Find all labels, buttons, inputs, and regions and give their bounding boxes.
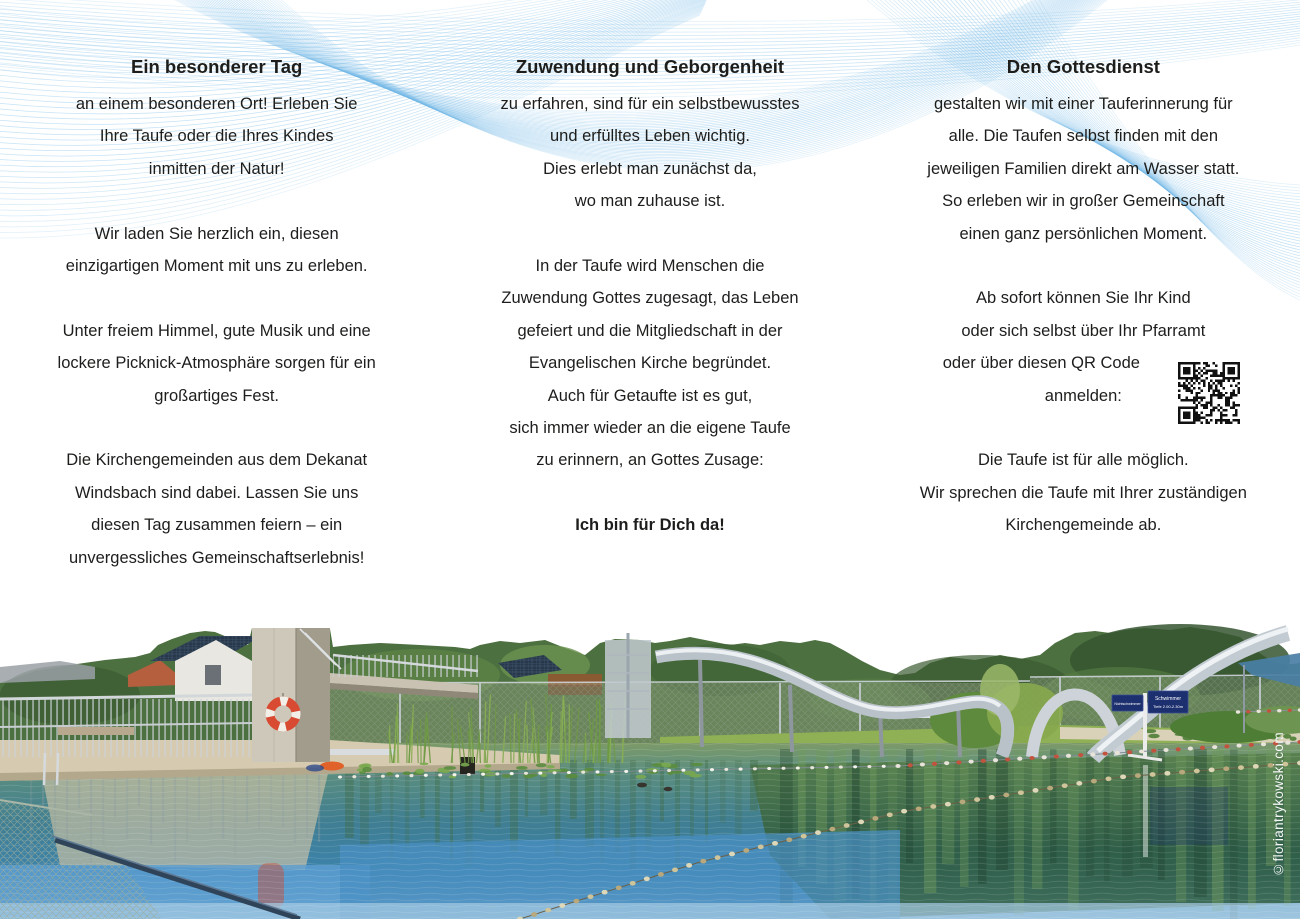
text-line: lockere Picknick-Atmosphäre sorgen für ein <box>57 354 376 373</box>
text-line <box>0 185 433 217</box>
text-line: Zuwendung Gottes zugesagt, das Leben <box>501 289 799 308</box>
panel-gottesdienst <box>867 52 1300 574</box>
text-line: So erleben wir in großer Gemeinschaft <box>942 192 1225 211</box>
qr-code-image <box>1178 362 1240 424</box>
text-line: Kirchengemeinde ab. <box>1005 516 1162 535</box>
text-line: großartiges Fest. <box>154 386 280 405</box>
text-line: Die Taufe ist für alle möglich. <box>978 451 1189 470</box>
sign-schwimmer <box>1148 691 1188 713</box>
text-line: gestalten wir mit einer Tauferinnerung für <box>933 95 1233 113</box>
text-line <box>433 477 866 509</box>
text-line <box>433 218 866 250</box>
sign-schwimmer-depth: Tiefe 2.00-2.30m <box>1152 704 1184 709</box>
text-line <box>867 250 1300 282</box>
column-heading: Den Gottesdienst <box>1006 56 1160 77</box>
life-jackets <box>320 762 344 771</box>
text-line: einzigartigen Moment mit uns zu erleben. <box>65 257 368 276</box>
text-line: Wir sprechen die Taufe mit Ihrer zuständigen <box>919 483 1247 502</box>
text-line: Auch für Getaufte ist es gut, <box>547 386 753 405</box>
panel-zuwendung <box>433 52 866 574</box>
text-line: Windsbach sind dabei. Lassen Sie uns <box>74 483 359 502</box>
text-line <box>0 282 433 314</box>
text-panels <box>0 52 1300 574</box>
text-line: unvergessliches Gemeinschaftserlebnis! <box>69 548 365 567</box>
sign-post <box>1143 693 1147 757</box>
naturbad-photo <box>0 615 1300 919</box>
text-line: zu erinnern, an Gottes Zusage: <box>536 451 764 470</box>
text-line: Die Kirchengemeinden aus dem Dekanat <box>66 451 368 470</box>
text-line: einen ganz persönlichen Moment. <box>959 224 1208 243</box>
text-line: diesen Tag zusammen feiern – ein <box>91 516 343 535</box>
text-line: Wir laden Sie herzlich ein, diesen <box>94 224 339 243</box>
sign-schwimmer-label: Schwimmer <box>1154 696 1182 702</box>
text-line: jeweiligen Familien direkt am Wasser statt. <box>927 159 1240 178</box>
text-line: anmelden: <box>1044 386 1122 405</box>
text-line: zu erfahren, sind für ein selbstbewusstes <box>500 95 800 113</box>
qr-code <box>1178 362 1240 424</box>
text-line: oder sich selbst über Ihr Pfarramt <box>961 321 1206 340</box>
text-line: inmitten der Natur! <box>148 159 285 178</box>
emphasis-line: Ich bin für Dich da! <box>575 516 725 535</box>
bench-behind-fence <box>58 727 134 735</box>
text-line: Dies erlebt man zunächst da, <box>543 159 757 178</box>
text-line: Evangelischen Kirche begründet. <box>528 354 772 373</box>
text-line: Ihre Taufe oder die Ihres Kindes <box>99 127 334 146</box>
text-line: In der Taufe wird Menschen die <box>535 257 765 276</box>
text-line: alle. Die Taufen selbst finden mit den <box>948 127 1218 146</box>
column-heading: Zuwendung und Geborgenheit <box>515 56 785 77</box>
text-line: oder über diesen QR Code <box>942 354 1140 373</box>
text-line: und erfülltes Leben wichtig. <box>550 127 750 146</box>
pool-ladder <box>44 753 45 785</box>
text-line: wo man zuhause ist. <box>574 192 726 211</box>
house-window <box>205 665 221 685</box>
text-line: Ab sofort können Sie Ihr Kind <box>976 289 1191 308</box>
copyright-watermark: ©floriantrykowski.com <box>1271 732 1286 877</box>
panel-besonderer-tag <box>0 52 433 574</box>
sign-nichtschwimmer-label: Nichtschwimmer <box>1114 702 1141 706</box>
column-heading: Ein besonderer Tag <box>130 56 303 77</box>
text-line: gefeiert und die Mitgliedschaft in der <box>517 321 783 340</box>
text-line <box>0 412 433 444</box>
text-line: sich immer wieder an die eigene Taufe <box>509 419 791 438</box>
text-line: Unter freiem Himmel, gute Musik und eine <box>62 321 371 340</box>
text-line: an einem besonderen Ort! Erleben Sie <box>75 95 358 113</box>
